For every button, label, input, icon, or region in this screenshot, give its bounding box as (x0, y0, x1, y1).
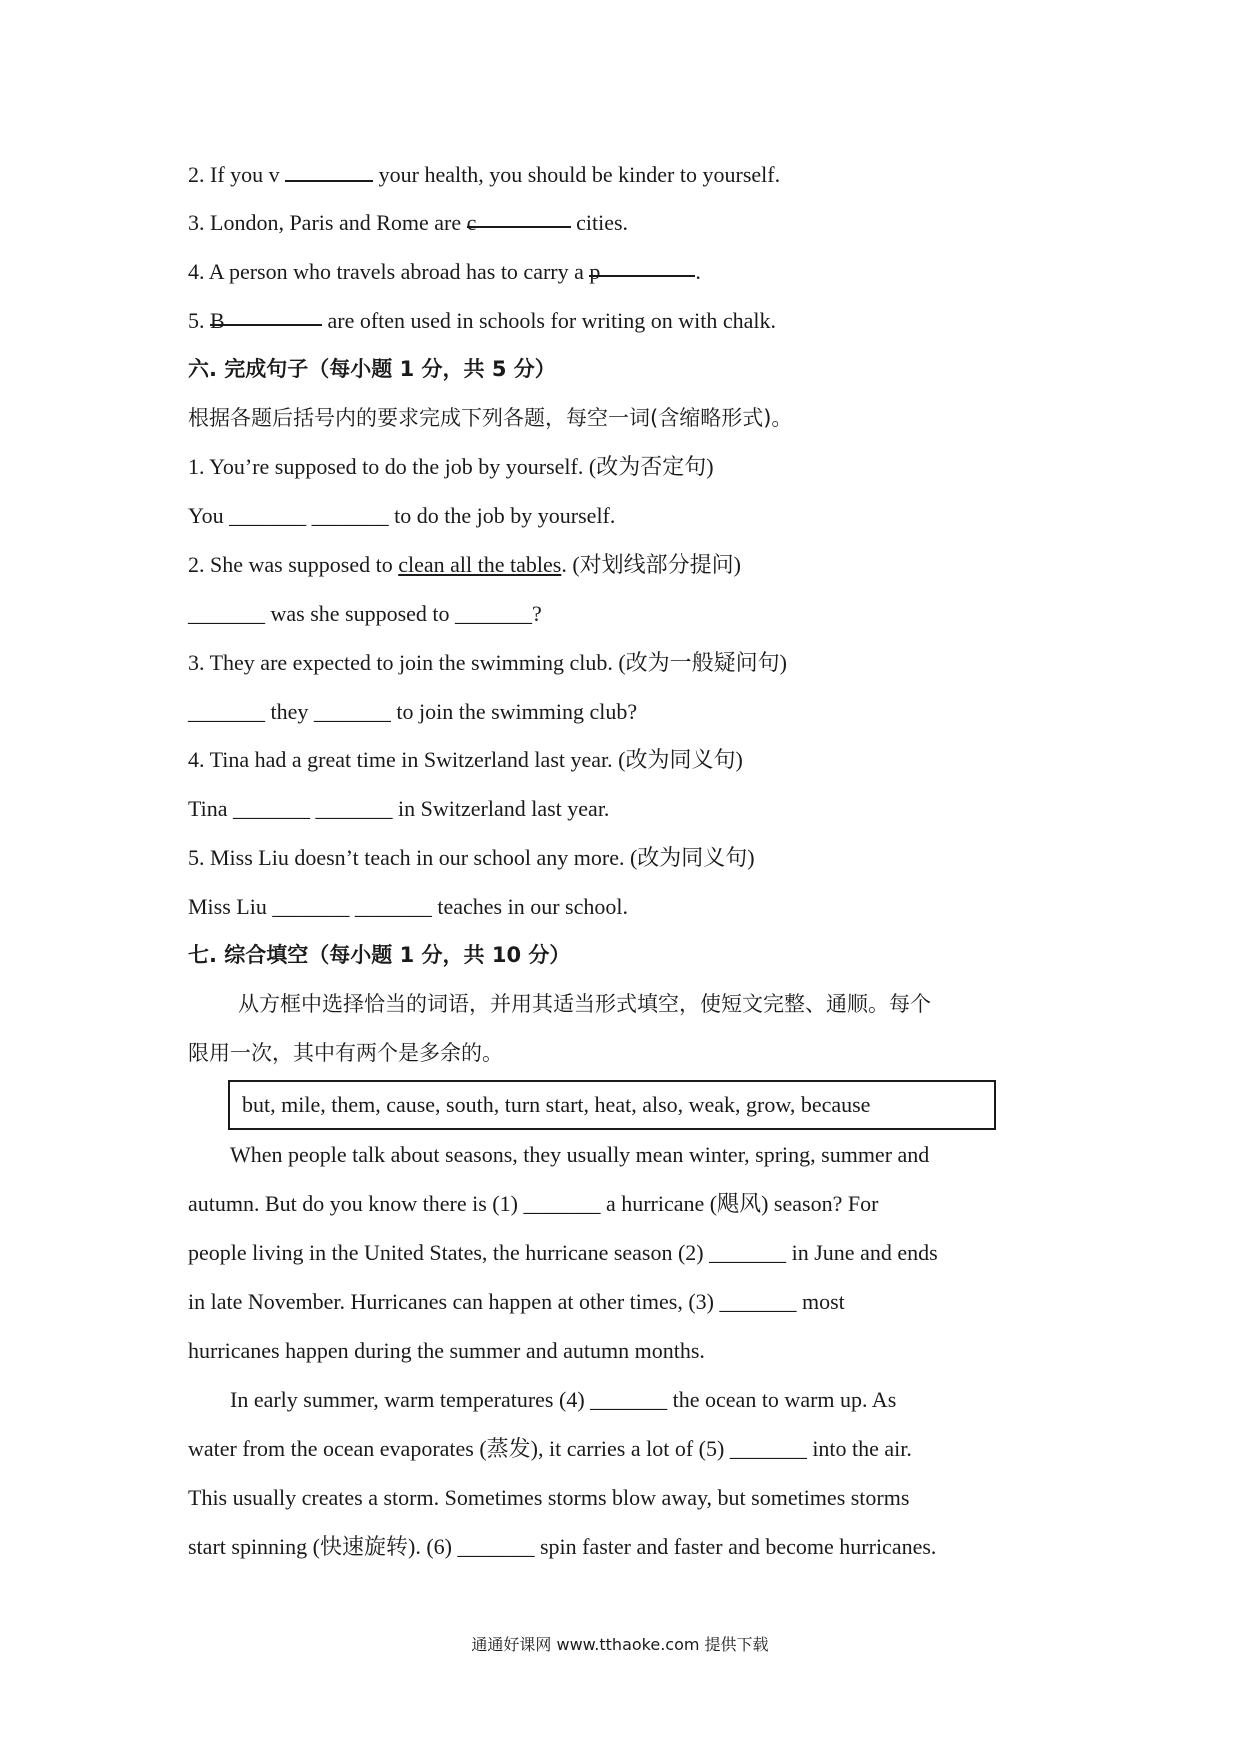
s6-q3-question: 3. They are expected to join the swimming club. (改为一般疑问句) (188, 650, 787, 675)
underlined-phrase: clean all the tables (398, 552, 562, 577)
passage-line[interactable]: start spinning (快速旋转). (6) _______ spin faster and faster and become hurricanes. (188, 1534, 937, 1559)
vocab-q2: 2. If you v your health, you should be kinder to yourself. (188, 162, 781, 187)
passage-line[interactable]: autumn. But do you know there is (1) _______ a hurricane (飓风) season? For (188, 1191, 879, 1216)
s6-q1-answer[interactable]: You _______ _______ to do the job by yourself. (188, 503, 616, 528)
passage-line: This usually creates a storm. Sometimes storms blow away, but sometimes storms (188, 1485, 910, 1510)
passage-line[interactable]: In early summer, warm temperatures (4) _______ the ocean to warm up. As (230, 1387, 897, 1412)
s6-q4-answer[interactable]: Tina _______ _______ in Switzerland last year. (188, 796, 610, 821)
page-footer: 通通好课网 www.tthaoke.com 提供下载 (471, 1635, 769, 1654)
section7-instruction-line1: 从方框中选择恰当的词语，并用其适当形式填空，使短文完整、通顺。每个 (238, 992, 931, 1016)
word-box: but, mile, them, cause, south, turn start, heat, also, weak, grow, because (228, 1080, 996, 1130)
section6-heading: 六. 完成句子（每小题 1 分，共 5 分） (188, 357, 556, 381)
passage-line: hurricanes happen during the summer and autumn months. (188, 1338, 705, 1363)
passage-line[interactable]: water from the ocean evaporates (蒸发), it carries a lot of (5) _______ into the air. (188, 1436, 912, 1461)
passage-line[interactable]: people living in the United States, the hurricane season (2) _______ in June and ends (188, 1240, 938, 1265)
s6-q5-question: 5. Miss Liu doesn’t teach in our school any more. (改为同义句) (188, 845, 755, 870)
passage-line: When people talk about seasons, they usually mean winter, spring, summer and (230, 1142, 930, 1167)
section7-instruction-line2: 限用一次，其中有两个是多余的。 (188, 1041, 503, 1065)
answer-blank[interactable]: p (589, 257, 695, 277)
vocab-q5: 5. B are often used in schools for writing on with chalk. (188, 308, 776, 333)
s6-q2-question: 2. She was supposed to clean all the tables. (对划线部分提问) (188, 552, 741, 577)
vocab-q4: 4. A person who travels abroad has to carry a p . (188, 259, 701, 284)
passage-line[interactable]: in late November. Hurricanes can happen at other times, (3) _______ most (188, 1289, 845, 1314)
section6-instruction: 根据各题后括号内的要求完成下列各题，每空一词(含缩略形式)。 (188, 406, 793, 430)
answer-blank[interactable]: c (467, 208, 571, 228)
s6-q3-answer[interactable]: _______ they _______ to join the swimming club? (188, 699, 638, 724)
answer-blank[interactable]: B (210, 306, 322, 326)
s6-q5-answer[interactable]: Miss Liu _______ _______ teaches in our school. (188, 894, 628, 919)
s6-q2-answer[interactable]: _______ was she supposed to _______? (188, 601, 542, 626)
answer-blank[interactable] (285, 162, 373, 182)
s6-q1-question: 1. You’re supposed to do the job by yourself. (改为否定句) (188, 454, 714, 479)
s6-q4-question: 4. Tina had a great time in Switzerland last year. (改为同义句) (188, 747, 743, 772)
vocab-q3: 3. London, Paris and Rome are c cities. (188, 210, 629, 235)
section7-heading: 七. 综合填空（每小题 1 分，共 10 分） (188, 943, 571, 967)
